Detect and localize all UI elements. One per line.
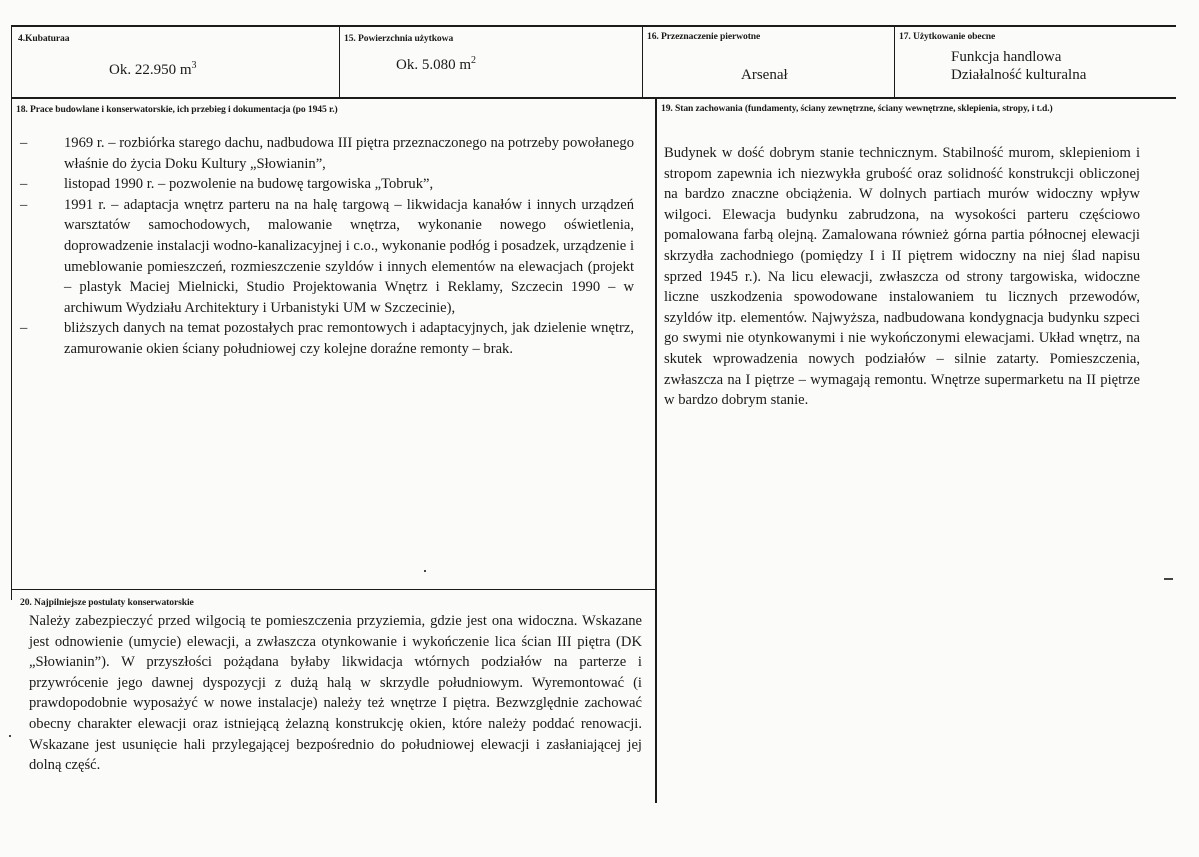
scan-speck — [9, 735, 11, 737]
dash-bullet: – — [20, 320, 28, 337]
section20-text — [29, 611, 642, 776]
section19-label: 19. Stan zachowania (fundamenty, ściany zewnętrzne, ściany wewnętrzne, sklepienia, stropy, i t.d.) — [661, 103, 1053, 114]
list-item — [20, 133, 634, 174]
section19-paragraph: Budynek w dość dobrym stanie technicznym. Stabilność murom, sklepieniom i stropom zapewnia ich niezwykła grubość oraz solidność konstrukcji obliczonej na bardzo znaczne obciążenia. W dolnych partiach murów widoczny wpływ wilgoci. Elewacja budynku zabrudzona, na wysokości parteru częściowo pomalowana farbą olejną. Zamalowana również górna partia północnej elewacji skrzydła zachodniego (pomiędzy I i II piętrem widoczny na niej ślad napisu sprzed 1945 r.). Na licu elewacji, zwłaszcza od strony targowiska, widoczne liczne uszkodzenia spowodowane instalowaniem tu licznych przewodów, szyldów itp. elementów. Najwyższa, nadbudowana kondygnacja budynku szpeci go swymi nie otynkowanymi i nie wykończonymi elewacjami. Układ wnętrz, na skutek wprowadzenia nowych podziałów – silnie zatarty. Pomieszczenia, zwłaszcza na I piętrze – wymagają remontu. Wnętrze supermarketu na II piętrze w bardzo dobrym stanie. — [664, 145, 1140, 409]
uzytkowanie-value-1: Funkcja handlowa — [951, 49, 1062, 65]
section19-text — [664, 143, 1140, 411]
powierzchnia-value — [396, 55, 476, 74]
row-divider-line — [12, 97, 1176, 99]
dash-bullet: – — [20, 135, 28, 151]
left-border-line — [11, 25, 12, 600]
list-item — [20, 318, 634, 359]
przeznaczenie-label: 16. Przeznaczenie pierwotne — [647, 31, 761, 42]
list-item-text: listopad 1990 r. – pozwolenie na budowę targowiska „Tobruk”, — [64, 176, 434, 193]
uzytkowanie-label: 17. Użytkowanie obecne — [899, 31, 996, 42]
section20-paragraph: Należy zabezpieczyć przed wilgocią te pomieszczenia przyziemia, gdzie jest ona widoczna. Wskazane jest odnowienie (umycie) elewacji, a zwłaszcza otynkowanie i wykończenie lica ścian III piętra (DK „Słowianin”). W przyszłości pożądana byłaby likwidacja wtórnych podziałów na parterze i przywrócenie jego dawnej dyspozycji z dużą halą w skrzydle południowym. Wyremontować (i prawdopodobnie wyposażyć w nowe instalacje) należy też wnętrze I piętra. Bezwzględnie zachować obecny charakter elewacji oraz istniejącą żelazną konstrukcję okien, które należy poddać renowacji. Wskazane jest usunięcie hali przylegającej bezpośrednio do południowej elewacji i zasłaniającej jej dolną część. — [29, 613, 642, 774]
section18-label: 18. Prace budowlane i konserwatorskie, ich przebieg i dokumentacja (po 1945 r.) — [16, 104, 338, 115]
section20-label: 20. Najpilniejsze postulaty konserwatorskie — [20, 597, 194, 608]
przeznaczenie-value: Arsenał — [741, 67, 788, 83]
col-divider-2 — [642, 25, 643, 99]
list-item — [20, 174, 634, 195]
scan-speck — [424, 570, 426, 572]
list-item — [20, 195, 634, 319]
dash-bullet: – — [20, 176, 28, 193]
section18-list — [20, 133, 634, 360]
dash-bullet: – — [20, 196, 28, 213]
section20-top-line — [12, 589, 655, 590]
scan-speck — [1164, 578, 1173, 580]
list-item-text: 1969 r. – rozbiórka starego dachu, nadbudowa III piętra przeznaczonego na potrzeby powołanego właśnie do życia Doku Kultury „Słowianin”, — [64, 135, 634, 172]
kubatura-label: 4.Kubaturaa — [18, 33, 70, 44]
list-item-text: bliższych danych na temat pozostałych prac remontowych i adaptacyjnych, jak dzielenie wnętrz, zamurowanie okien ściany południowej czy kolejne doraźne remonty – brak. — [64, 320, 634, 357]
center-divider — [655, 97, 657, 803]
powierzchnia-label: 15. Powierzchnia użytkowa — [344, 33, 454, 44]
powierzchnia-number: Ok. 5.080 m — [396, 57, 471, 73]
kubatura-number: Ok. 22.950 m — [109, 62, 192, 78]
list-item-text: 1991 r. – adaptacja wnętrz parteru na na halę targową – likwidacja kanałów i innych urządzeń warsztatów samochodowych, malowanie wnętrza, wykonanie nowego oświetlenia, doprowadzenie instalacji wodno-kanalizacyjnej i c.o., wykonanie podłóg i posadzek, urządzenie i umeblowanie pomieszczeń, rozmieszczenie szyldów i innych elementów na elewacjach (projekt – plastyk Maciej Mielnicki, Studio Projektowania Wnętrz i Reklamy, Szczecin 1990 – w archiwum Wydziału Architektury i Urbanistyki UM w Szczecinie), — [64, 196, 634, 316]
col-divider-3 — [894, 25, 895, 99]
uzytkowanie-value-2: Działalność kulturalna — [951, 67, 1087, 83]
kubatura-unit-exponent: 3 — [191, 60, 197, 71]
kubatura-value — [109, 60, 197, 79]
col-divider-1 — [339, 25, 340, 99]
powierzchnia-unit-exponent: 2 — [471, 55, 476, 66]
top-border-line — [12, 25, 1176, 27]
